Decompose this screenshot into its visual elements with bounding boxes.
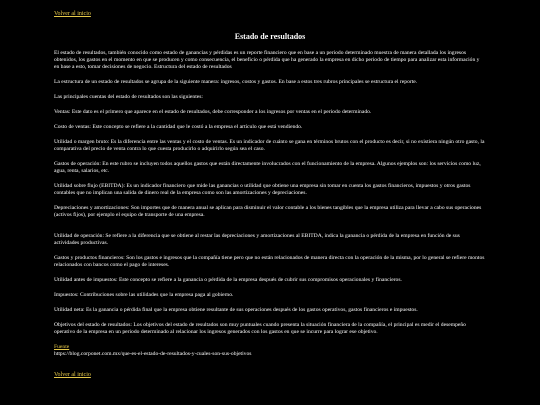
paragraph-depreciaciones: Depreciaciones y amortizaciones: Son importes que de manera anual se aplican para disminuir el valor contable a los bienes tangibles que la empresa utiliza para llevar a cabo sus operaciones (activos fijos), por ejemplo el equipo de transporte de una empresa. <box>54 205 482 218</box>
back-to-home-link-top[interactable]: Volver al inicio <box>54 11 91 17</box>
paragraph-utilidad-bruta: Utilidad o margen bruto: Es la diferencia entre las ventas y el costo de ventas. Es un indicador de cuánto se gana en términos brutos con el producto es decir, si no existiera ningún otro gasto, la comparativa del precio de venta contra lo que cuesta producirlo o adquirirlo según sea el caso. <box>54 139 485 152</box>
paragraph-accounts-intro: Las principales cuentas del estado de resultados son las siguientes: <box>54 94 203 100</box>
paragraph-objetivos: Objetivos del estado de resultados: Los objetivos del estado de resultados son muy puntuales cuando presenta la situación financiera de la compañía, el principal es medir el desempeño operativo de la empresa en un periodo determinado al relacionar los ingresos generados con los gastos en que se incurre para lograr ese objetivo. <box>54 322 466 335</box>
page-title: Estado de resultados <box>234 32 306 41</box>
paragraph-costo-ventas: Costo de ventas: Este concepto se refiere a la cantidad que le costó a la empresa el artículo que está vendiendo. <box>54 124 303 130</box>
source-block <box>54 344 486 358</box>
paragraph-utilidad-antes-impuestos: Utilidad antes de impuestos: Este concepto se refiere a la ganancia o pérdida de la empresa después de cubrir sus compromisos operacionales y financieros. <box>54 277 402 283</box>
paragraph-ventas: Ventas: Este dato es el primero que aparece en el estado de resultados, debe corresponder a los ingresos por ventas en el periodo determinado. <box>54 109 372 115</box>
paragraph-structure: La estructura de un estado de resultados se agrupa de la siguiente manera: ingresos, costos y gastos. En base a estos tres rubros principales se estructura el reporte. <box>54 79 418 85</box>
paragraph-ebitda: Utilidad sobre flujo (EBITDA): Es un indicador financiero que mide las ganancias o utilidad que obtiene una empresa sin tomar en cuenta los gastos financieros, impuestos y otros gastos contables que no implican una salida de dinero real de la empresa como son las amortizaciones y depreciaciones. <box>54 183 471 196</box>
source-url: https://blog.corponet.com.mx/que-es-el-estado-de-resultados-y-cuales-son-sus-objetivos <box>54 351 252 357</box>
source-link[interactable]: Fuente <box>54 344 70 350</box>
paragraph-utilidad-neta: Utilidad neta: Es la ganancia o pérdida final que la empresa obtiene resultante de sus operaciones después de los gastos operativos, gastos financieros e impuestos. <box>54 307 418 313</box>
paragraph-utilidad-operacion: Utilidad de operación: Se refiere a la diferencia que se obtiene al restar las depreciaciones y amortizaciones al EBITDA, indica la ganancia o pérdida de la empresa en función de sus actividades productivas. <box>54 233 460 246</box>
paragraph-intro: El estado de resultados, también conocido como estado de ganancias y pérdidas es un reporte financiero que en base a un periodo determinado muestra de manera detallada los ingresos obtenidos, los gastos en el momento en que se producen y como consecuencia, el beneficio o pérdida que ha generado la empresa en dicho periodo de tiempo para analizar esta información y en base a esto, tomar decisiones de negocio. Estructura del estado de resultados <box>54 50 480 70</box>
paragraph-gastos-financieros: Gastos y productos financieros: Son los gastos e ingresos que la compañía tiene pero que no están relacionados de manera directa con la operación de la misma, por lo general se refiere montos relacionados con bancos como el pago de intereses. <box>54 255 485 268</box>
paragraph-impuestos: Impuestos: Contribuciones sobre las utilidades que la empresa paga al gobierno. <box>54 292 234 298</box>
back-to-home-link-bottom[interactable]: Volver al inicio <box>54 372 91 378</box>
paragraph-gastos-operacion: Gastos de operación: En este rubro se incluyen todos aquellos gastos que están directamente involucrados con el funcionamiento de la empresa. Algunos ejemplos son: los servicios como luz, agua, renta, salarios, etc. <box>54 161 481 174</box>
